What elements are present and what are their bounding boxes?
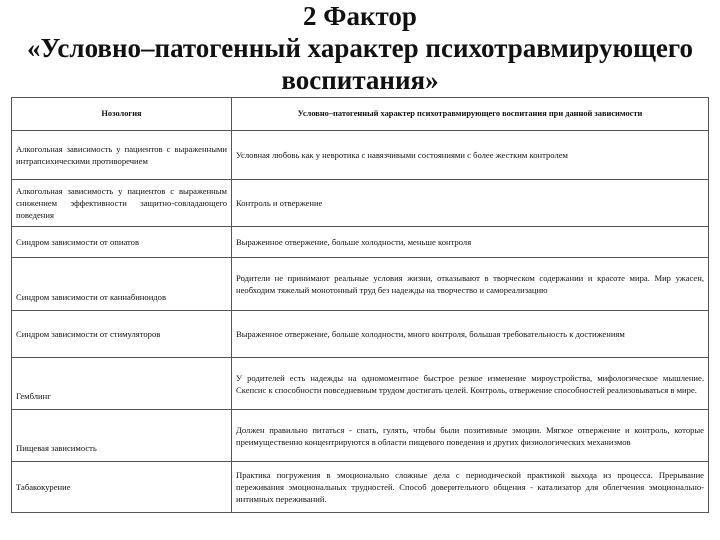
nosology-cell: Пищевая зависимость xyxy=(12,410,232,462)
slide-title xyxy=(0,0,720,96)
table-row xyxy=(12,258,709,311)
character-cell: Должен правильно питаться - спать, гулять, чтобы были позитивные эмоции. Мягкое отвержение и контроль, которые преимущественно концентрируются в области пищевого поведения и других физиологических механизмов xyxy=(232,410,709,462)
table-row xyxy=(12,227,709,258)
header-character: Условно–патогенный характер психотравмирующего воспитания при данной зависимости xyxy=(232,98,709,131)
nosology-cell: Алкогольная зависимость у пациентов с выраженными интрапсихическими противоречием xyxy=(12,131,232,180)
table-row xyxy=(12,462,709,513)
title-line-3: воспитания» xyxy=(281,65,439,95)
nosology-cell: Синдром зависимости от опиатов xyxy=(12,227,232,258)
nosology-cell: Гемблинг xyxy=(12,358,232,410)
table-row xyxy=(12,180,709,227)
table-row xyxy=(12,358,709,410)
table-row xyxy=(12,311,709,358)
title-line-1: 2 Фактор xyxy=(303,1,417,31)
nosology-table xyxy=(11,97,709,513)
table-header-row xyxy=(12,98,709,131)
character-cell: Родители не принимают реальные условия жизни, отказывают в творческом содержании и красоте мира. Мир ужасен, необходим тяжелый монотонный труд без надежды на творчество и самореализацию xyxy=(232,258,709,311)
character-cell: Выраженное отвержение, больше холодности, меньше контроля xyxy=(232,227,709,258)
nosology-cell: Синдром зависимости от каннабиноидов xyxy=(12,258,232,311)
table-row xyxy=(12,131,709,180)
title-line-2: «Условно–патогенный характер психотравмирующего xyxy=(27,33,693,63)
nosology-cell: Синдром зависимости от стимуляторов xyxy=(12,311,232,358)
character-cell: У родителей есть надежды на одномоментное быстрое резкое изменение мироустройства, мифологическое мышление. Скепсис к способности повседневным трудом достигать целей. Контроль, отвержение способностей реализовываться в мире. xyxy=(232,358,709,410)
character-cell: Контроль и отвержение xyxy=(232,180,709,227)
character-cell: Выраженное отвержение, больше холодности, много контроля, большая требовательность к достижениям xyxy=(232,311,709,358)
nosology-cell: Табакокурение xyxy=(12,462,232,513)
character-cell: Условная любовь как у невротика с навязчивыми состояниями с более жестким контролем xyxy=(232,131,709,180)
header-nosology: Нозология xyxy=(12,98,232,131)
character-cell: Практика погружения в эмоционально сложные дела с периодической практикой выхода из процесса. Прерывание переживания эмоциональных трудностей. Способ доверительного общения - катализатор для облегчения эмоционально-интимных переживаний. xyxy=(232,462,709,513)
table-row xyxy=(12,410,709,462)
nosology-cell: Алкогольная зависимость у пациентов с выраженным снижением эффективности защитно-совладающего поведения xyxy=(12,180,232,227)
